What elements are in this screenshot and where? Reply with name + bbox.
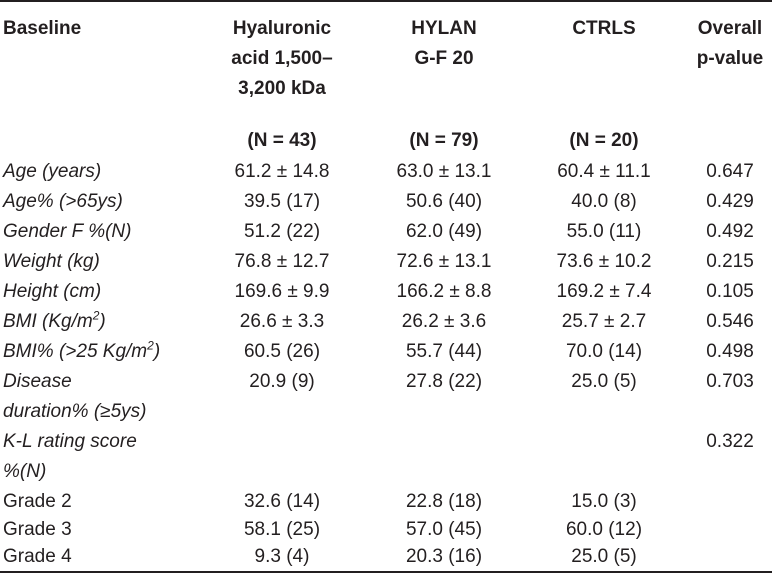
header-line: 3,200 kDa bbox=[238, 78, 326, 99]
cell-hylan: 27.8 (22) bbox=[405, 371, 483, 392]
header-line: HYLAN bbox=[411, 18, 477, 39]
cell-ctrls: 25.7 ± 2.7 bbox=[561, 311, 647, 332]
header-ctrls: CTRLS bbox=[572, 18, 636, 39]
row-label: Age (years) bbox=[3, 161, 102, 182]
cell-pvalue: 0.498 bbox=[706, 341, 754, 362]
header-line: acid 1,500– bbox=[231, 48, 333, 69]
row-label-text: ) bbox=[99, 311, 106, 332]
cell-hyaluronic: 76.8 ± 12.7 bbox=[234, 251, 330, 272]
cell-hylan: 55.7 (44) bbox=[405, 341, 483, 362]
cell-pvalue: 0.322 bbox=[706, 431, 754, 452]
cell-pvalue: 0.429 bbox=[706, 191, 754, 212]
cell-hylan: 62.0 (49) bbox=[405, 221, 483, 242]
cell-hylan: 20.3 (16) bbox=[405, 546, 483, 567]
cell-ctrls: 73.6 ± 10.2 bbox=[556, 251, 652, 272]
row-label: Gender F %(N) bbox=[3, 221, 132, 242]
row-label-line: K-L rating score bbox=[3, 431, 137, 452]
row-label bbox=[3, 337, 160, 367]
header-baseline: Baseline bbox=[3, 18, 82, 39]
superscript: 2 bbox=[92, 308, 100, 323]
table-row-disease-duration bbox=[0, 367, 772, 427]
row-label-line: Disease bbox=[3, 371, 72, 392]
cell-hyaluronic: 169.6 ± 9.9 bbox=[234, 281, 330, 302]
row-label bbox=[3, 307, 106, 337]
cell-ctrls: 25.0 (5) bbox=[571, 371, 637, 392]
cell-hylan: 166.2 ± 8.8 bbox=[396, 281, 492, 302]
cell-ctrls: 70.0 (14) bbox=[565, 341, 643, 362]
header-hyaluronic-acid bbox=[208, 14, 356, 104]
header-line: G-F 20 bbox=[414, 48, 474, 69]
header-overall-pvalue bbox=[690, 14, 770, 74]
header-line: p-value bbox=[696, 48, 764, 69]
cell-pvalue: 0.546 bbox=[706, 311, 754, 332]
cell-ctrls: 60.4 ± 11.1 bbox=[557, 161, 651, 182]
header-line: Hyaluronic bbox=[232, 18, 332, 39]
superscript: 2 bbox=[147, 338, 154, 353]
row-label-line: duration% (≥5ys) bbox=[3, 401, 147, 422]
cell-ctrls: 40.0 (8) bbox=[571, 191, 637, 212]
cell-hyaluronic: 51.2 (22) bbox=[243, 221, 321, 242]
cell-ctrls: 60.0 (12) bbox=[565, 519, 643, 540]
cell-hyaluronic: 61.2 ± 14.8 bbox=[234, 161, 330, 182]
row-label-text: BMI% (>25 Kg/m bbox=[3, 341, 148, 362]
table-top-rule bbox=[0, 0, 772, 2]
cell-ctrls: 169.2 ± 7.4 bbox=[556, 281, 652, 302]
cell-hyaluronic: 60.5 (26) bbox=[243, 341, 321, 362]
row-label: Grade 3 bbox=[3, 519, 72, 540]
cell-hylan: 72.6 ± 13.1 bbox=[396, 251, 492, 272]
cell-ctrls: 15.0 (3) bbox=[571, 491, 637, 512]
header-hylan bbox=[370, 14, 518, 74]
cell-ctrls: 25.0 (5) bbox=[571, 546, 637, 567]
cell-hyaluronic: 39.5 (17) bbox=[243, 191, 321, 212]
cell-pvalue: 0.215 bbox=[706, 251, 754, 272]
row-label: Height (cm) bbox=[3, 281, 102, 302]
cell-ctrls: 55.0 (11) bbox=[566, 221, 642, 242]
n-count-hyaluronic: (N = 43) bbox=[247, 130, 317, 151]
table-row-kl-rating bbox=[0, 427, 772, 487]
cell-pvalue: 0.105 bbox=[706, 281, 754, 302]
cell-pvalue: 0.492 bbox=[706, 221, 754, 242]
n-count-hylan: (N = 79) bbox=[409, 130, 479, 151]
row-label-text: BMI (Kg/m bbox=[3, 311, 93, 332]
cell-pvalue: 0.647 bbox=[706, 161, 754, 182]
cell-hylan: 50.6 (40) bbox=[405, 191, 483, 212]
cell-hylan: 26.2 ± 3.6 bbox=[401, 311, 487, 332]
row-label-line: %(N) bbox=[3, 461, 47, 482]
cell-hyaluronic: 58.1 (25) bbox=[243, 519, 321, 540]
row-label: Grade 4 bbox=[3, 546, 72, 567]
cell-hylan: 63.0 ± 13.1 bbox=[396, 161, 492, 182]
cell-pvalue: 0.703 bbox=[706, 371, 754, 392]
cell-hyaluronic: 32.6 (14) bbox=[243, 491, 321, 512]
cell-hylan: 57.0 (45) bbox=[405, 519, 483, 540]
n-count-ctrls: (N = 20) bbox=[569, 130, 639, 151]
row-label: Weight (kg) bbox=[3, 251, 100, 272]
row-label bbox=[3, 367, 146, 427]
row-label-text: ) bbox=[153, 341, 161, 362]
cell-hyaluronic: 20.9 (9) bbox=[249, 371, 315, 392]
cell-hyaluronic: 9.3 (4) bbox=[254, 546, 310, 567]
cell-hylan: 22.8 (18) bbox=[405, 491, 483, 512]
row-label bbox=[3, 427, 137, 487]
header-line: Overall bbox=[697, 18, 763, 39]
cell-hyaluronic: 26.6 ± 3.3 bbox=[239, 311, 325, 332]
row-label: Grade 2 bbox=[3, 491, 72, 512]
row-label: Age% (>65ys) bbox=[3, 191, 123, 212]
